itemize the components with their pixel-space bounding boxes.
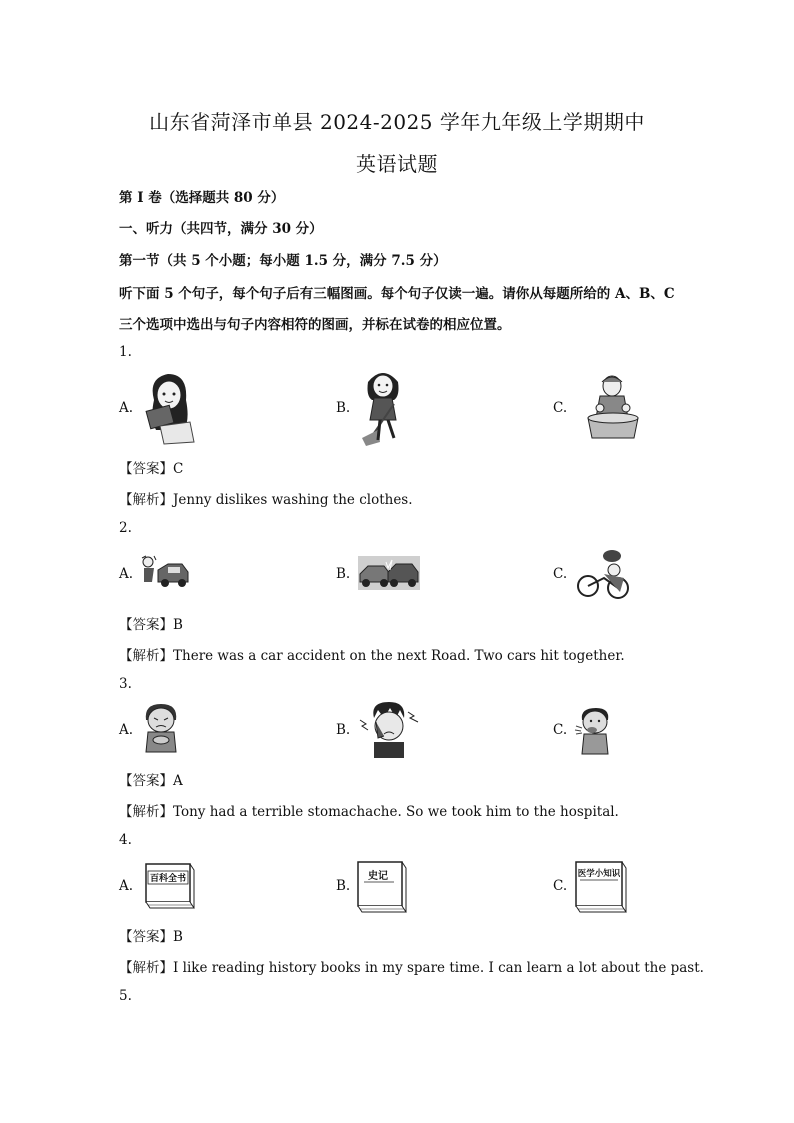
- boy-stomachache-image: [140, 702, 182, 754]
- option-b-label: B.: [336, 566, 351, 582]
- analysis-text: 【解析】Tony had a terrible stomachache. So we took him to the hospital.: [119, 804, 619, 820]
- washing-clothes-image: [582, 374, 644, 442]
- instruction-line-2: 三个选项中选出与句子内容相符的图画，并标在试卷的相应位置。: [119, 317, 511, 333]
- book-title-c: 医学小知识: [577, 869, 621, 879]
- person-hit-by-car-image: [138, 554, 190, 590]
- option-c-label: C.: [553, 400, 568, 416]
- analysis-text: 【解析】There was a car accident on the next Road. Two cars hit together.: [119, 648, 625, 664]
- question-number: 5.: [119, 988, 132, 1004]
- answer-text: 【答案】B: [119, 929, 183, 945]
- book-title-a: 百科全书: [149, 874, 187, 884]
- option-a-label: A.: [119, 566, 134, 582]
- answer-text: 【答案】B: [119, 617, 183, 633]
- question-number: 4.: [119, 832, 132, 848]
- instruction-line-1: 听下面 5 个句子，每个句子后有三幅图画。每个句子仅读一遍。请你从每题所给的 A、B、C: [119, 286, 675, 302]
- analysis-text: 【解析】I like reading history books in my spare time. I can learn a lot about the past.: [119, 960, 704, 976]
- boy-headache-image: [356, 698, 422, 758]
- medical-book-image: [572, 858, 630, 916]
- option-a-label: A.: [119, 400, 134, 416]
- option-c-label: C.: [553, 878, 568, 894]
- encyclopedia-book-image: [142, 860, 196, 912]
- history-book-image: [354, 858, 410, 916]
- car-crash-image: [358, 556, 420, 590]
- option-a-label: A.: [119, 878, 134, 894]
- girl-reading-image: [138, 370, 200, 446]
- question-number: 3.: [119, 676, 132, 692]
- page-title: 山东省菏泽市单县 2024-2025 学年九年级上学期期中: [149, 110, 645, 134]
- boy-coughing-image: [574, 706, 614, 756]
- option-b-label: B.: [336, 878, 351, 894]
- option-a-label: A.: [119, 722, 134, 738]
- answer-text: 【答案】A: [119, 773, 183, 789]
- book-title-b: 史记: [368, 871, 388, 882]
- part-heading: 第 I 卷（选择题共 80 分）: [119, 190, 285, 206]
- option-c-label: C.: [553, 566, 568, 582]
- girl-sweeping-image: [358, 366, 408, 448]
- section-heading: 一、听力（共四节，满分 30 分）: [119, 221, 323, 237]
- answer-text: 【答案】C: [119, 461, 184, 477]
- analysis-text: 【解析】Jenny dislikes washing the clothes.: [119, 492, 413, 508]
- option-b-label: B.: [336, 722, 351, 738]
- question-number: 1.: [119, 344, 132, 360]
- option-b-label: B.: [336, 400, 351, 416]
- subsection-heading: 第一节（共 5 个小题；每小题 1.5 分，满分 7.5 分）: [119, 253, 447, 269]
- bike-accident-image: [574, 548, 636, 602]
- option-c-label: C.: [553, 722, 568, 738]
- question-number: 2.: [119, 520, 132, 536]
- page-subtitle: 英语试题: [356, 152, 438, 176]
